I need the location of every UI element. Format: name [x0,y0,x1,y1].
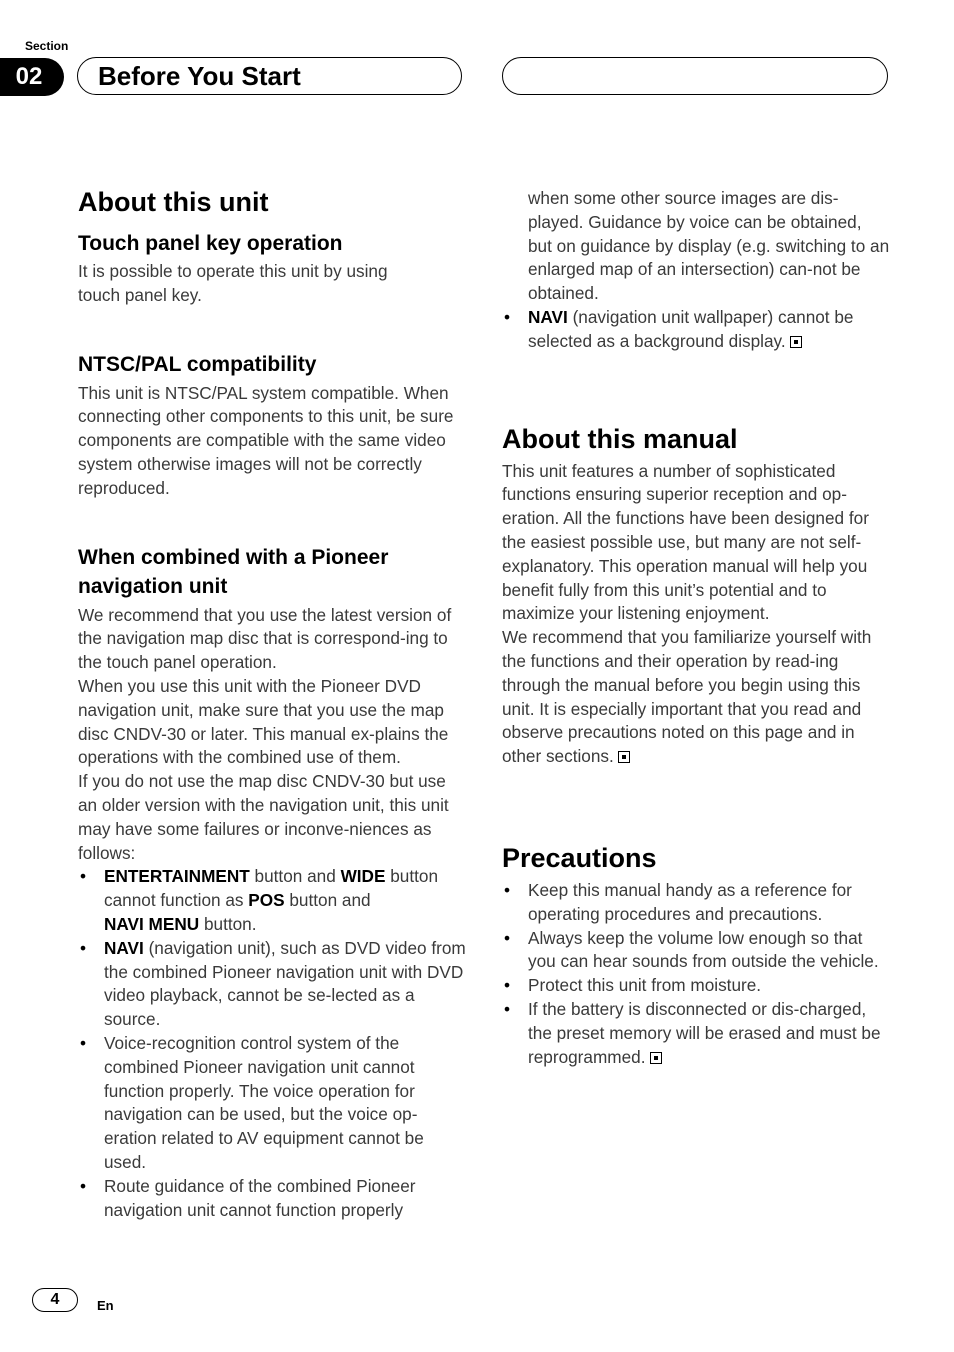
bullet-mark: • [80,1032,87,1053]
touch-panel-heading: Touch panel key operation [78,232,343,255]
navigation-paragraph-3: If you do not use the map disc CNDV-30 but use an older version with the navigation unit, this unit may have some failures or inconve-niences as follows: [78,771,449,863]
manual-paragraph-2 [502,626,890,769]
end-of-section-icon [650,1052,662,1064]
section-title: Before You Start [77,57,462,95]
manual-paragraph-2-text: We recommend that you familiarize yourself with the functions and their operation by read-ing through the manual before you begin using this unit. It is especially important that you read and observe precautions noted on this page and in other sections. [502,627,872,767]
navigation-heading: When combined with a Pioneer navigation unit [78,545,389,598]
bullet-mark: • [504,306,511,327]
list-text: Voice-recognition control system of the combined Pioneer navigation unit cannot function properly. The voice operation for navigation can be used, but the voice op-eration related to AV equipment cannot be used. [104,1032,424,1172]
language-label: En [97,1298,114,1313]
bullet-mark: • [504,879,511,900]
end-of-section-icon [618,751,630,763]
key-pos: POS [248,890,285,911]
key-entertainment: ENTERTAINMENT [104,866,250,887]
list-text: Protect this unit from moisture. [528,975,762,996]
end-of-section-icon [790,336,802,348]
bullet-mark: • [504,998,511,1019]
list-item [502,306,890,354]
empty-header-frame [502,57,888,95]
bullet-mark: • [80,1175,87,1196]
key-navi: NAVI [104,937,144,958]
list-item [502,974,890,998]
list-item [502,998,890,1069]
about-unit-heading: About this unit [78,187,269,217]
list-text: button. [199,913,257,934]
list-item [502,927,890,975]
manual-paragraph-1: This unit features a number of sophisticated functions ensuring superior reception and op-eration. All the functions have been designed for the easiest possible use, but many are not self-explanatory. This operation manual will help you benefit fully from this unit’s potential and to maximize your listening enjoyment. [502,460,869,624]
list-item [78,865,468,936]
section-label: Section [25,39,69,53]
list-text: Keep this manual handy as a reference for operating procedures and precautions. [528,879,852,924]
ntsc-heading: NTSC/PAL compatibility [78,352,317,376]
navigation-paragraph-1: We recommend that you use the latest version of the navigation map disc that is correspond-ing to the touch panel operation. [78,604,452,673]
list-text: Always keep the volume low enough so that you can hear sounds from outside the vehicle. [528,927,879,972]
navi-list [502,306,890,354]
bullet-mark: • [80,937,87,958]
list-text: If the battery is disconnected or dis-charged, the preset memory will be erased and must be reprogrammed. [528,998,881,1067]
section-number-badge: 02 [0,58,64,96]
list-item [78,1175,468,1223]
failure-list [78,865,468,1222]
list-item [502,879,890,927]
page-number: 4 [32,1288,78,1312]
left-column [78,183,468,1222]
list-text: button cannot function as [104,866,438,911]
continued-text: when some other source images are dis-played. Guidance by voice can be obtained, but on guidance by display (e.g. switching to an enlarged map of an intersection) can-not be obtained. [528,188,890,304]
list-text: Route guidance of the combined Pioneer navigation unit cannot function properly [104,1175,416,1220]
list-text: button and [249,866,341,887]
ntsc-body: This unit is NTSC/PAL system compatible. When connecting other components to this unit, be sure components are compatible with the same video system otherwise images will not be correctly reproduced. [78,382,454,498]
list-text: (navigation unit), such as DVD video from the combined Pioneer navigation unit with DVD video playback, cannot be se-lected as a source. [104,937,466,1030]
bullet-mark: • [504,975,511,996]
touch-panel-body: It is possible to operate this unit by using touch panel key. [78,261,388,305]
list-text: (navigation unit wallpaper) cannot be selected as a background display. [528,306,854,351]
key-navi-menu: NAVI MENU [104,913,200,934]
bullet-mark: • [504,927,511,948]
precautions-list [502,879,890,1069]
precautions-heading: Precautions [502,842,657,873]
bullet-mark: • [80,866,87,887]
about-manual-heading: About this manual [502,423,738,454]
right-column [502,183,890,1069]
list-item [78,937,468,1032]
key-wide: WIDE [340,866,386,887]
key-navi: NAVI [528,306,568,327]
navigation-paragraph-2: When you use this unit with the Pioneer DVD navigation unit, make sure that you use the map disc CNDV-30 or later. This manual ex-plains the operations with the combined use of them. [78,675,449,768]
list-item [78,1032,468,1175]
list-text: button and [284,890,371,911]
